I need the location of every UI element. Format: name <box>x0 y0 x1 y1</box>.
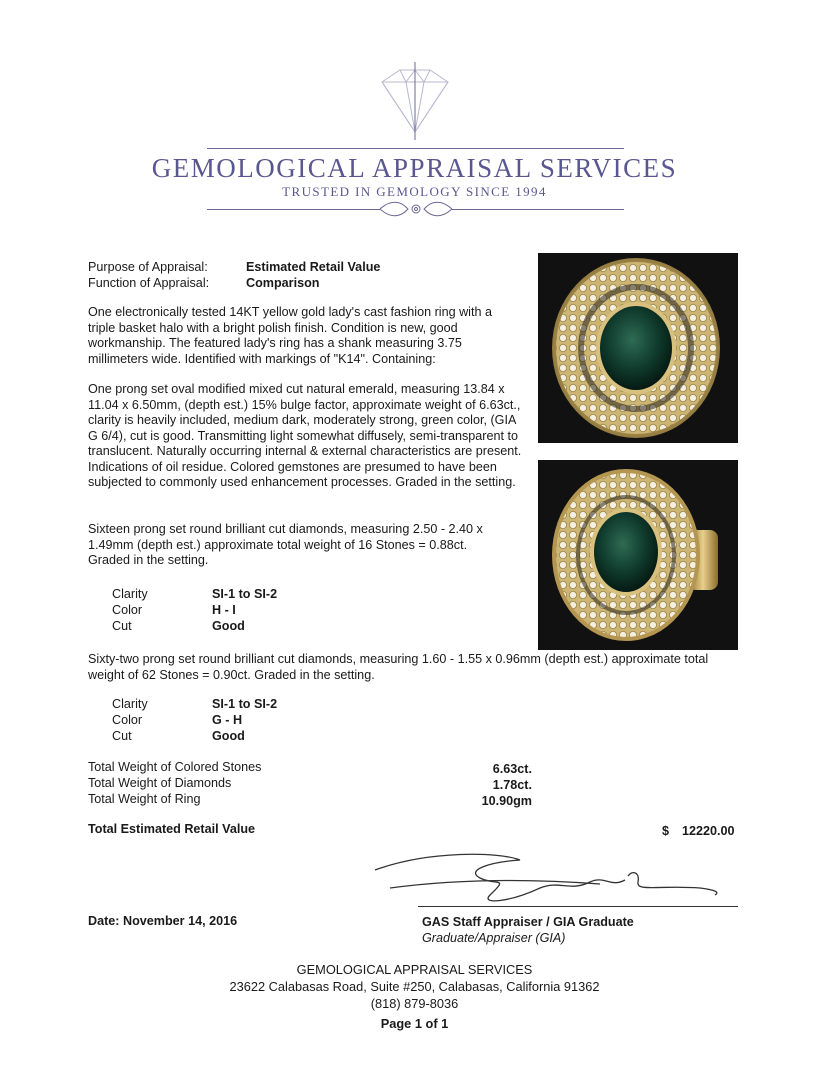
spec-label: Cut <box>112 619 132 633</box>
ring-photo-top <box>538 253 738 443</box>
emerald-description: One prong set oval modified mixed cut natural emerald, measuring 13.84 x 11.04 x 6.50mm, (depth est.) 15% bulge factor, approximate weight of 6.63ct., clarity is heavily included, medium dark, moderately strong, green color, (GIA G 6/4), cut is good. Transmitting light somewhat diffusely, semi-transparent to translucent. Naturally occurring internal & external characteristics are present. Indications of oil residue. Colored gemstones are presumed to have been subjected to commonly used enhancement processes. Graded in the setting. <box>88 382 522 489</box>
total-colored-value: 6.63ct. <box>492 762 532 776</box>
spec-label: Clarity <box>112 697 148 711</box>
appraisal-date: Date: November 14, 2016 <box>88 914 238 928</box>
spec-value: Good <box>212 619 245 633</box>
footer-address: 23622 Calabasas Road, Suite #250, Calabasas, California 91362 <box>229 979 600 994</box>
footer-phone: (818) 879-8036 <box>370 996 459 1011</box>
function-label: Function of Appraisal: <box>88 276 210 290</box>
diamonds2-specs <box>112 696 277 744</box>
total-ring-value: 10.90gm <box>481 794 532 808</box>
spec-value: H - I <box>212 603 236 617</box>
spec-label: Color <box>112 603 143 617</box>
spec-value: Good <box>212 729 245 743</box>
signature-line <box>418 906 738 907</box>
purpose-label: Purpose of Appraisal: <box>88 260 208 274</box>
spec-value: SI-1 to SI-2 <box>212 587 278 601</box>
spec-label: Color <box>112 713 143 727</box>
diamonds1-description: Sixteen prong set round brilliant cut diamonds, measuring 2.50 - 2.40 x 1.49mm (depth est.) approximate total weight of 16 Stones = 0.88ct. Graded in the setting. <box>88 522 483 567</box>
ring-photo-bottom <box>538 460 738 650</box>
spec-label: Cut <box>112 729 132 743</box>
header-rule-top <box>207 148 624 149</box>
spec-value: SI-1 to SI-2 <box>212 697 278 711</box>
spec-label: Clarity <box>112 587 148 601</box>
ornament-icon <box>378 198 454 220</box>
total-colored-label: Total Weight of Colored Stones <box>88 760 262 774</box>
retail-value-label: Total Estimated Retail Value <box>88 822 256 836</box>
header-rule-left <box>207 209 380 210</box>
company-title: GEMOLOGICAL APPRAISAL SERVICES <box>151 153 678 183</box>
total-ring-label: Total Weight of Ring <box>88 792 201 806</box>
signature-icon <box>370 850 740 910</box>
spec-value: G - H <box>212 713 243 727</box>
appraiser-subtitle: Graduate/Appraiser (GIA) <box>422 931 566 945</box>
header-rule-right <box>452 209 624 210</box>
footer-company: GEMOLOGICAL APPRAISAL SERVICES <box>296 962 533 977</box>
diamonds1-specs <box>112 586 277 634</box>
ring-side-icon <box>538 460 738 650</box>
purpose-value: Estimated Retail Value <box>246 260 381 274</box>
appraiser-title: GAS Staff Appraiser / GIA Graduate <box>422 915 634 929</box>
retail-amount: 12220.00 <box>682 824 735 838</box>
ring-description: One electronically tested 14KT yellow gold lady's cast fashion ring with a triple basket halo with a bright polish finish. Condition is new, good workmanship. The featured lady's ring has a shank measuring 3.75 millimeters wide. Identified with markings of "K14". Containing: <box>88 305 492 366</box>
retail-currency: $ <box>662 824 670 838</box>
diamonds2-description: Sixty-two prong set round brilliant cut diamonds, measuring 1.60 - 1.55 x 0.96mm (depth est.) approximate total weight of 62 Stones = 0.90ct. Graded in the setting. <box>88 652 709 682</box>
function-value: Comparison <box>246 276 320 290</box>
ring-top-icon <box>538 253 738 443</box>
company-tagline: TRUSTED IN GEMOLOGY SINCE 1994 <box>282 184 547 199</box>
page-number: Page 1 of 1 <box>380 1016 449 1031</box>
total-diamonds-value: 1.78ct. <box>492 778 532 792</box>
diamond-logo-icon <box>362 62 468 140</box>
total-diamonds-label: Total Weight of Diamonds <box>88 776 232 790</box>
